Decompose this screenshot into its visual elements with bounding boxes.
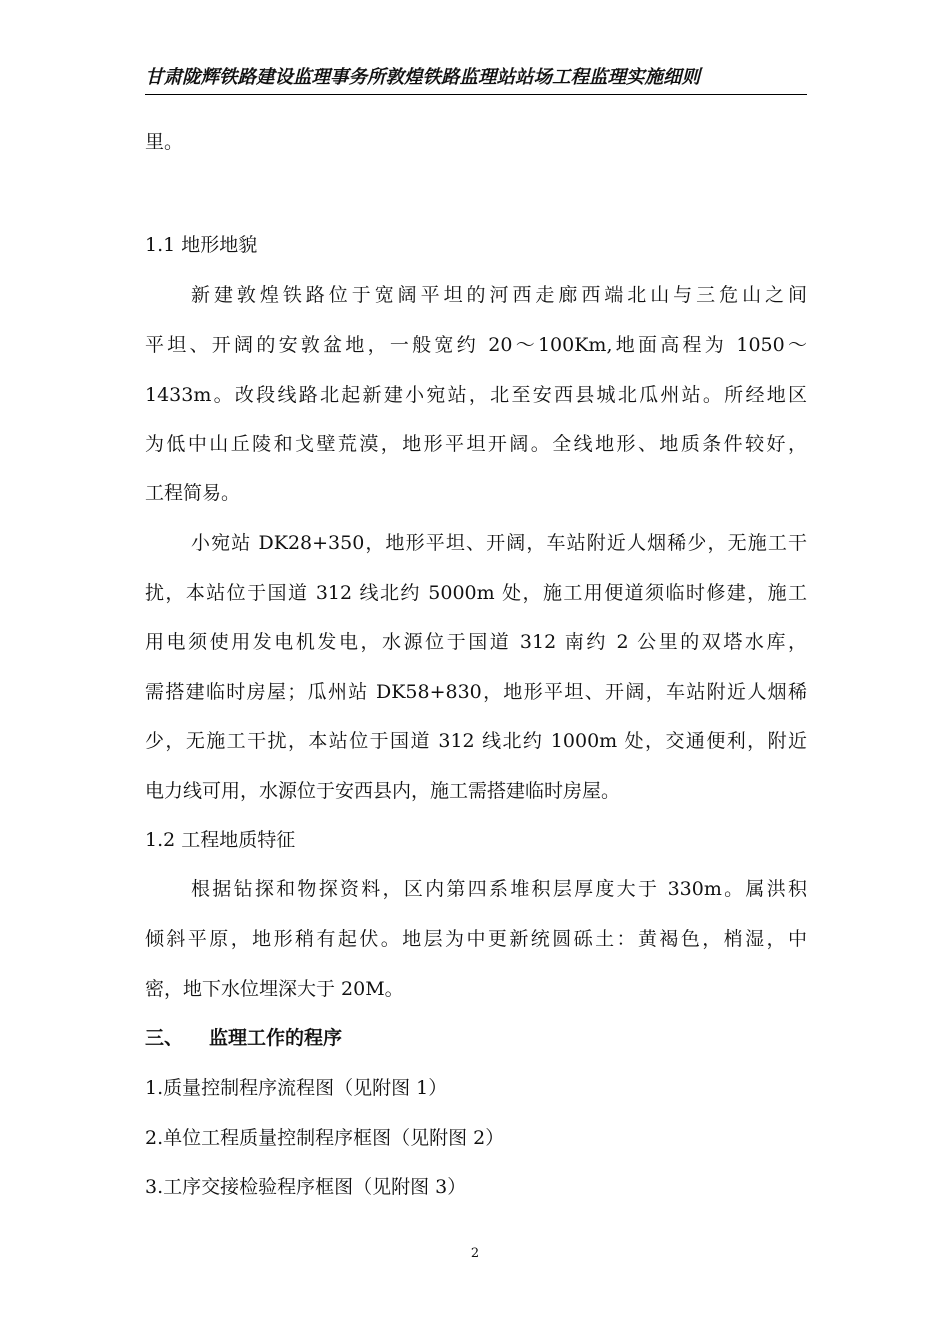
paragraph-line: 少，无施工干扰，本站位于国道 312 线北约 1000m 处，交通便利，附近	[145, 730, 807, 752]
section-3-heading	[145, 1026, 342, 1050]
paragraph-line: 密，地下水位埋深大于 20M。	[145, 978, 404, 1000]
paragraph-line: 平坦、开阔的安敦盆地，一般宽约 20～100Km,地面高程为 1050～	[145, 334, 807, 356]
paragraph-line: 为低中山丘陵和戈壁荒漠，地形平坦开阔。全线地形、地质条件较好，	[145, 433, 807, 455]
procedure-item: 1.质量控制程序流程图（见附图 1）	[145, 1077, 448, 1099]
paragraph-line: 工程简易。	[145, 482, 241, 504]
section-3-number: 三、	[145, 1027, 184, 1049]
paragraph-line: 1433m。改段线路北起新建小宛站，北至安西县城北瓜州站。所经地区	[145, 384, 807, 406]
section-1-2-heading: 1.2 工程地质特征	[145, 829, 296, 851]
procedure-item: 2.单位工程质量控制程序框图（见附图 2）	[145, 1127, 505, 1149]
page-number: 2	[470, 1246, 480, 1261]
section-3-title: 监理工作的程序	[209, 1027, 343, 1049]
document-header-title: 甘肃陇辉铁路建设监理事务所敦煌铁路监理站站场工程监理实施细则	[145, 67, 701, 88]
paragraph-line: 用电须使用发电机发电，水源位于国道 312 南约 2 公里的双塔水库，	[145, 631, 807, 653]
paragraph-line: 需搭建临时房屋；瓜州站 DK58+830，地形平坦、开阔，车站附近人烟稀	[145, 681, 807, 703]
procedure-item: 3.工序交接检验程序框图（见附图 3）	[145, 1176, 467, 1198]
paragraph-line: 根据钻探和物探资料，区内第四系堆积层厚度大于 330m。属洪积	[191, 878, 807, 900]
header-rule	[145, 94, 807, 95]
continuation-text: 里。	[145, 131, 184, 153]
paragraph-line: 电力线可用，水源位于安西县内，施工需搭建临时房屋。	[145, 780, 621, 802]
paragraph-line: 小宛站 DK28+350，地形平坦、开阔，车站附近人烟稀少，无施工干	[191, 532, 807, 554]
paragraph-line: 倾斜平原，地形稍有起伏。地层为中更新统圆砾土：黄褐色，梢湿，中	[145, 928, 807, 950]
section-1-1-heading: 1.1 地形地貌	[145, 234, 258, 256]
paragraph-line: 扰，本站位于国道 312 线北约 5000m 处，施工用便道须临时修建，施工	[145, 582, 807, 604]
paragraph-line: 新建敦煌铁路位于宽阔平坦的河西走廊西端北山与三危山之间	[191, 284, 807, 306]
